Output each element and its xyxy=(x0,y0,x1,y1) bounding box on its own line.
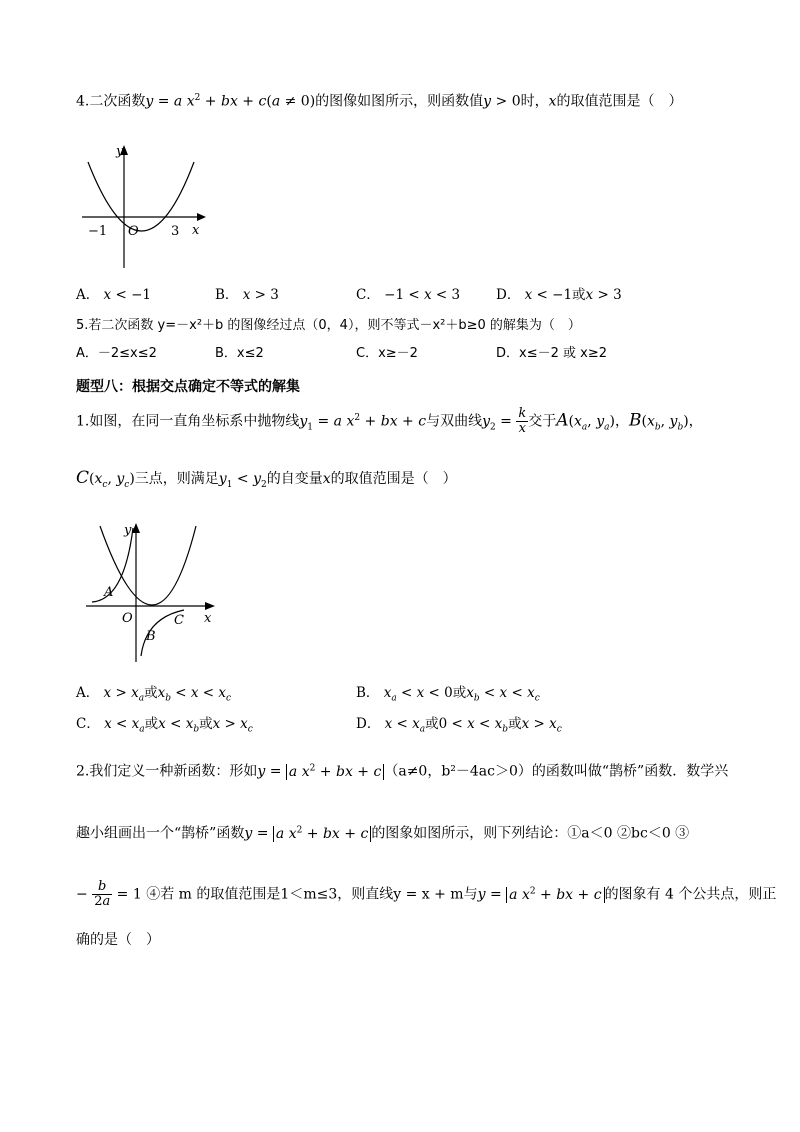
s2-stem-line3: − $\frac{b}{2a}$ = 1 ④若 m 的取值范围是1＜m≤3，则直线y = x + m与y = a $x^2$ + bx + c 的图象有 4 个公共点，则正 xyxy=(76,879,777,910)
s1-point-a-label: A xyxy=(104,585,114,600)
s1-option-b[interactable]: B． $x_a < x < 0$或$x_b < x < x_c$ xyxy=(356,685,540,704)
s1-option-d[interactable]: D． $x < x_a$或$0 < x < x_b$或$x > x_c$ xyxy=(356,716,562,735)
q4-tick-minus-one: −1 xyxy=(88,224,108,239)
q4-option-b[interactable]: B． x > 3 xyxy=(215,287,279,303)
q4-y-label: y xyxy=(116,144,124,159)
s1-option-a[interactable]: A． $x > x_a$或$x_b < x < x_c$ xyxy=(76,685,232,704)
q4-option-c[interactable]: C． −1 < x < 3 xyxy=(356,287,461,303)
q4-tick-three: 3 xyxy=(171,224,180,239)
s1-stem-line1: 1.如图，在同一直角坐标系中抛物线$y_1 = a$ $x^2$ + bx + c与双曲线$y_2$ = $\frac{k}{x}$ 交于$A(x_a$, $y_a$)，$B(x_b$, $y_b$)， xyxy=(76,406,703,437)
q5-option-d[interactable]: D．x≤－2 或 x≥2 xyxy=(496,346,607,361)
s2-stem-line2: 趣小组画出一个“鹊桥”函数y = a $x^2$ + bx + c 的图象如图所示，则下列结论：①a＜0 ②bc＜0 ③ xyxy=(76,825,690,842)
s1-stem-line2: $C(x_c$, $y_c$)三点，则满足$y_1 < y_2$的自变量x的取值范围是（ ） xyxy=(76,468,457,490)
s1-point-b-label: B xyxy=(146,629,156,644)
s1-origin-label: O xyxy=(122,611,133,626)
s1-point-c-label: C xyxy=(174,613,184,628)
q5-option-c[interactable]: C．x≥－2 xyxy=(356,346,418,361)
q4-origin-label: O xyxy=(128,224,139,239)
s2-stem-line4: 确的是（ ） xyxy=(76,932,160,948)
q5-stem: 5.若二次函数 y=－x²＋b 的图像经过点（0，4），则不等式－x²＋b≥0 的解集为（ ） xyxy=(76,318,581,333)
q4-stem: 4.二次函数y = a $x^2$ + bx + c(a ≠ 0)的图像如图所示，则函数值y > 0时，x的取值范围是（ ） xyxy=(76,93,683,110)
s1-y-label: y xyxy=(124,523,132,538)
s1-option-c[interactable]: C． $x < x_a$或$x < x_b$或$x > x_c$ xyxy=(76,716,253,735)
s1-graph xyxy=(84,518,220,666)
s2-stem-line1: 2.我们定义一种新函数：形如y = a $x^2$ + bx + c （a≠0，b²－4ac＞0）的函数叫做“鹊桥”函数．数学兴 xyxy=(76,763,729,780)
section-heading: 题型八：根据交点确定不等式的解集 xyxy=(76,379,300,395)
q5-option-b[interactable]: B．x≤2 xyxy=(215,346,264,361)
q4-option-a[interactable]: A． x < −1 xyxy=(76,287,151,303)
q4-parabola-graph xyxy=(80,140,210,270)
q4-option-d[interactable]: D． x < −1或x > 3 xyxy=(496,287,622,303)
q4-x-label: x xyxy=(192,223,200,238)
s1-x-label: x xyxy=(204,611,212,626)
q5-option-a[interactable]: A．－2≤x≤2 xyxy=(76,346,157,361)
